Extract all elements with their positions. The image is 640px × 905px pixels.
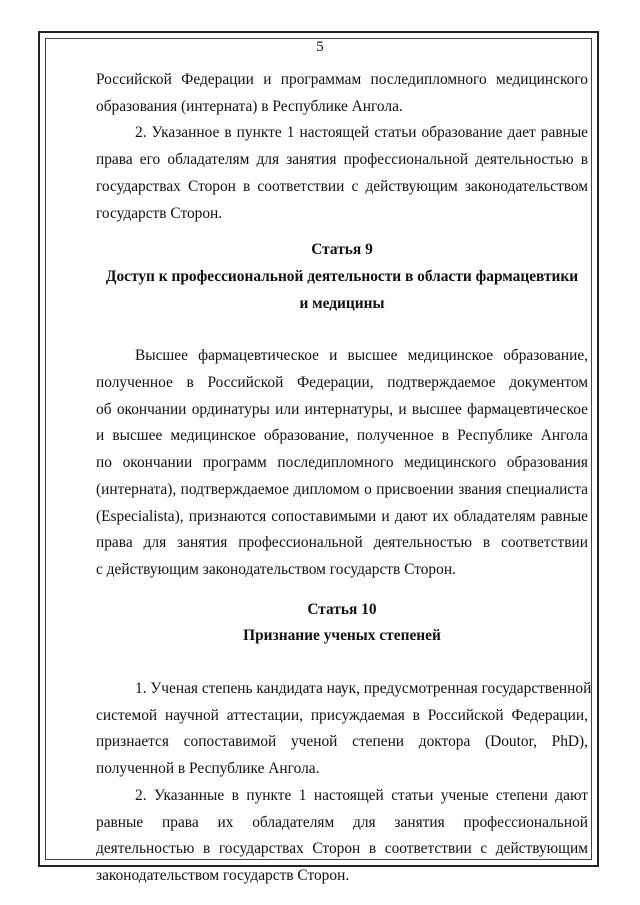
text-line: равные права их обладателям для занятия профессиональной [96, 813, 588, 831]
article-10-title: Признание ученых степеней [243, 627, 441, 645]
text-line: 2. Указанные в пункте 1 настоящей статьи ученые степени дают [135, 786, 588, 804]
text-line: права для занятия профессиональной деятельностью в соответствии [96, 534, 588, 552]
text-line: государств Сторон. [96, 204, 223, 222]
text-line: законодательством государств Сторон. [96, 866, 350, 884]
page-number: 5 [316, 39, 324, 55]
text-line: образования (интерната) в Республике Ангола. [96, 97, 403, 115]
article-10-label: Статья 10 [307, 600, 377, 618]
article-9-heading [96, 237, 588, 317]
text-line: (Especialista), признаются сопоставимыми и дают их обладателям равные [96, 507, 588, 525]
text-line: деятельностью в государствах Сторон в соответствии с действующим [96, 840, 588, 858]
text-line: Российской Федерации и программам последипломного медицинского [96, 71, 588, 88]
article-10-heading [96, 597, 588, 650]
paragraph-article8-item2 [96, 120, 588, 227]
text-line: по окончании программ последипломного медицинского образования [96, 454, 588, 472]
text-line: права его обладателям для занятия профессиональной деятельностью в [96, 151, 588, 169]
article-9-title-line-2: и медицины [299, 294, 385, 312]
paragraph-continuation [96, 67, 588, 120]
text-line: системой научной аттестации, присуждаемая в Российской Федерации, [96, 706, 588, 724]
text-line: полученной в Республике Ангола. [96, 760, 320, 778]
text-line: государствах Сторон в соответствии с действующим законодательством [96, 177, 588, 195]
text-line: 2. Указанное в пункте 1 настоящей статьи образование дает равные [135, 124, 588, 142]
paragraph-article10-item2 [96, 783, 588, 890]
text-line: об окончании ординатуры или интернатуры, и высшее фармацевтическое [96, 400, 588, 418]
text-line: признается сопоставимой ученой степени доктора (Doutor, PhD), [96, 733, 588, 751]
text-line: с действующим законодательством государств Сторон. [96, 560, 456, 578]
paragraph-article9 [96, 343, 588, 583]
text-line: и высшее медицинское образование, полученное в Республике Ангола [96, 427, 588, 445]
document-body [96, 67, 592, 890]
paragraph-article10-item1 [96, 676, 592, 783]
text-line: 1. Ученая степень кандидата наук, предусмотренная государственной [135, 680, 592, 698]
text-line: полученное в Российской Федерации, подтверждаемое документом [96, 374, 588, 392]
text-line: Высшее фармацевтическое и высшее медицинское образование, [135, 347, 588, 365]
article-9-label: Статья 9 [311, 241, 373, 259]
text-line: (интерната), подтверждаемое дипломом о присвоении звания специалиста [96, 480, 588, 498]
article-9-title-line-1: Доступ к профессиональной деятельности в области фармацевтики [105, 267, 579, 285]
